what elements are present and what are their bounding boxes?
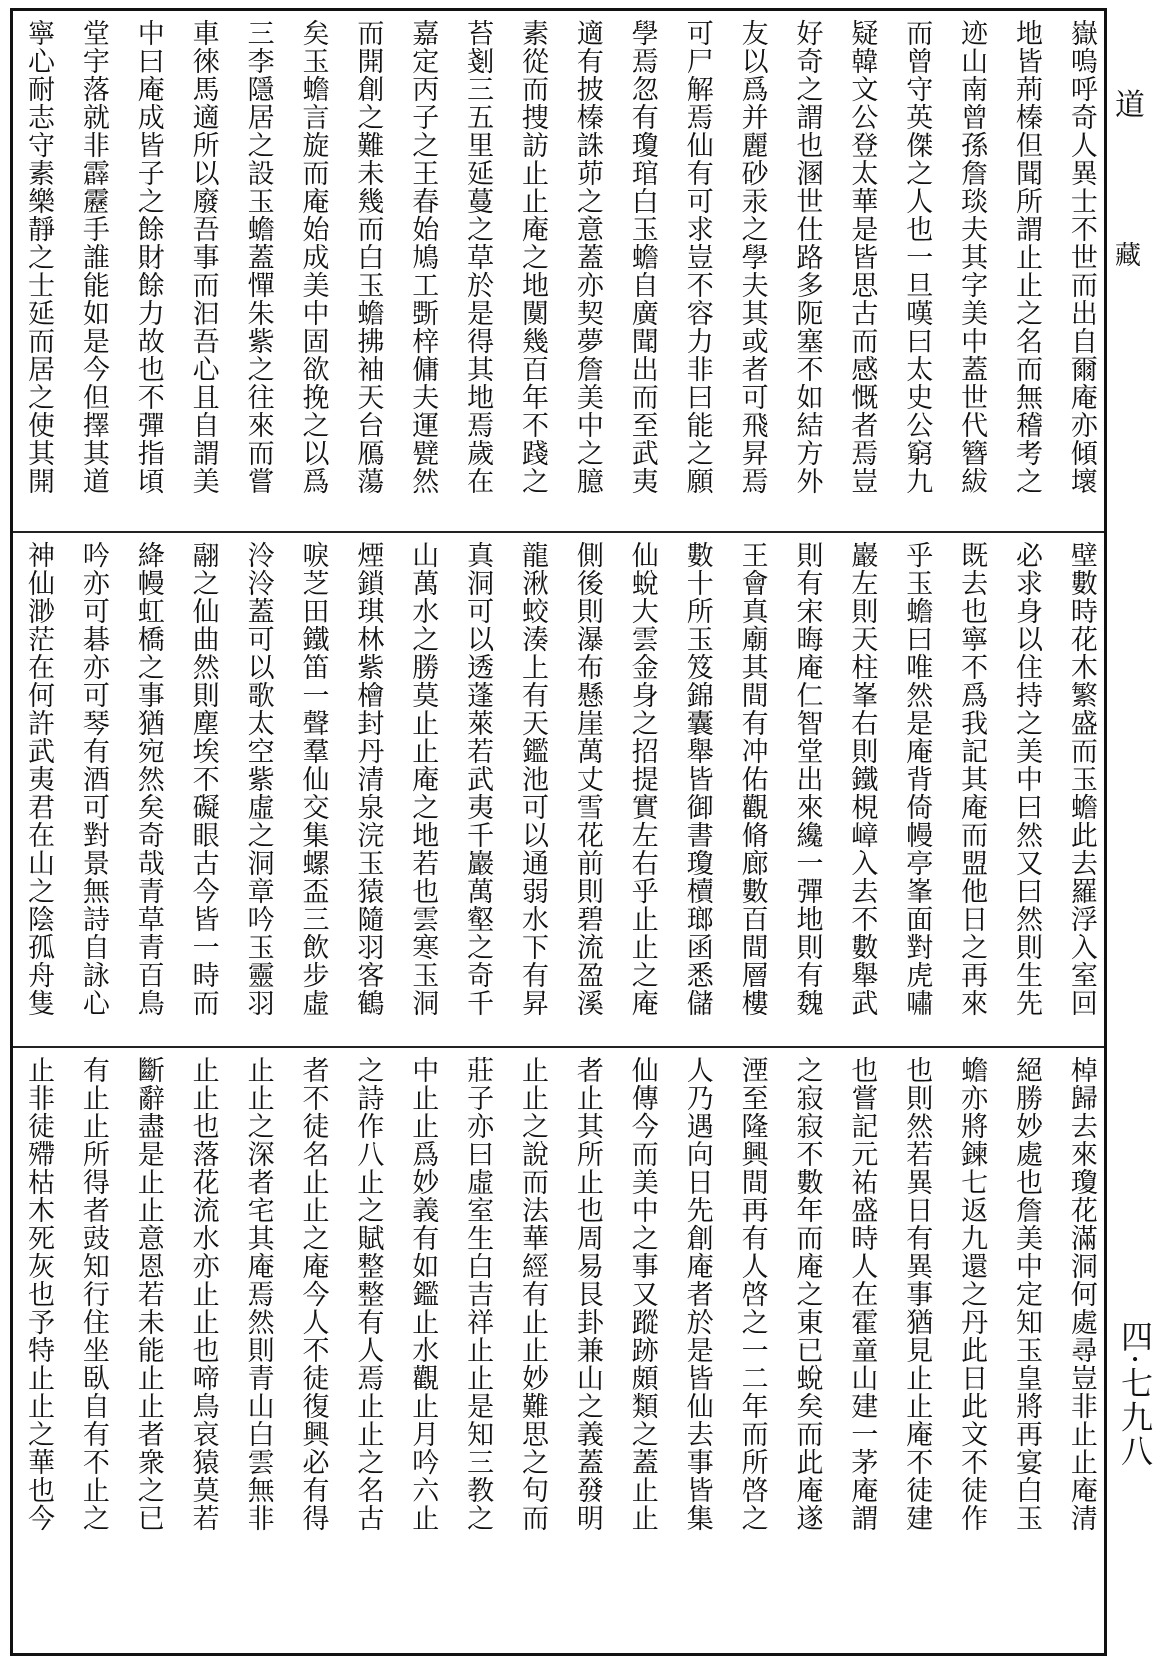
text-panel-2: [13, 531, 1104, 1048]
text-panel-3: [13, 1046, 1104, 1655]
text-column: 數十所玉笈錦囊舉皆御書瓊櫝瑯函悉儲: [681, 541, 713, 1017]
text-column: 有止止所得者豉知行住坐臥自有不止之: [77, 1056, 109, 1532]
text-column: 止止也落花流水亦止止也啼鳥哀猿莫若: [187, 1056, 219, 1532]
text-column: 煙鎖琪林紫檜封丹清泉浣玉猿隨羽客鶴: [352, 541, 384, 1017]
text-column: 矣玉蟾言旋而庵始成美中固欲挽之以爲: [297, 19, 329, 495]
text-column: 寧心耐志守素樂靜之士延而居之使其開: [23, 19, 54, 495]
margin-title-char-1: 道: [1115, 88, 1145, 123]
text-column: 仙蛻大雲金身之招提實左右乎止止之庵: [626, 541, 658, 1017]
text-column: 既去也寧不爲我記其庵而盟他日之再來: [956, 541, 988, 1017]
text-column: 止非徒殢枯木死灰也予特止止之華也今: [23, 1056, 54, 1532]
column-group-1: [17, 19, 1100, 523]
text-column: 絕勝妙處也詹美中定知玉皇將再宴白玉: [1011, 1056, 1043, 1532]
column-group-2: [17, 541, 1100, 1040]
text-column: 唳芝田鐵笛一聲羣仙交集螺盃三飲步虛: [297, 541, 329, 1017]
text-column: 泠泠蓋可以歌太空紫虛之洞章吟玉靈羽: [242, 541, 274, 1017]
text-column: 神仙渺茫在何許武夷君在山之陰孤舟隻: [23, 541, 54, 1017]
text-column: 壁數時花木繁盛而玉蟾此去羅浮入室回: [1065, 541, 1097, 1017]
text-column: 之詩作八止之賦整整有人焉止止之名古: [352, 1056, 384, 1532]
text-column: 堂宇落就非霹靂手誰能如是今但擇其道: [77, 19, 109, 495]
text-column: 棹歸去來瓊花滿洞何處尋豈非止止庵清: [1065, 1056, 1097, 1532]
text-column: 止止之說而法華經有止止妙難思之句而: [517, 1056, 549, 1532]
text-column: 湮至隆興間再有人啓之一二年而所啓之: [736, 1056, 768, 1532]
text-column: 必求身以住持之美中曰然又曰然則生先: [1011, 541, 1043, 1017]
text-column: 也嘗記元祐盛時人在霍童山建一茅庵謂: [846, 1056, 878, 1532]
text-frame: [10, 8, 1107, 1656]
text-column: 友以爲并麗砂汞之學夫其或者可飛昇焉: [736, 19, 768, 495]
text-column: 也則然若異日有異事猶見止止庵不徒建: [901, 1056, 933, 1532]
text-column: 止止之深者宅其庵焉然則青山白雲無非: [242, 1056, 274, 1532]
text-column: 適有披榛誅茆之意蓋亦契夢詹美中之臆: [571, 19, 603, 495]
text-column: 車徠馬適所以廢吾事而汩吾心且自謂美: [187, 19, 219, 495]
text-column: 則有宋晦庵仁智堂出來纔一彈地則有魏: [791, 541, 823, 1017]
text-column: 龍湫蛟湊上有天鑑池可以通弱水下有昇: [517, 541, 549, 1017]
text-column: 疑韓文公登太華是皆思古而感慨者焉豈: [846, 19, 878, 495]
text-column: 地皆荊榛但聞所謂止止之名而無稽考之: [1011, 19, 1043, 495]
text-column: 可尸解焉仙有可求豈不容力非曰能之願: [681, 19, 713, 495]
text-column: 蟾亦將鍊七返九還之丹此日此文不徒作: [956, 1056, 988, 1532]
text-column: 乎玉蟾曰唯然是庵背倚幔亭峯面對虎嘯: [901, 541, 933, 1017]
text-column: 中曰庵成皆子之餘財餘力故也不彈指頃: [132, 19, 164, 495]
text-column: 中止止爲妙義有如鑑止水觀止月吟六止: [407, 1056, 439, 1532]
text-column: 真洞可以透蓬萊若武夷千巖萬壑之奇千: [462, 541, 494, 1017]
text-column: 側後則瀑布懸崖萬丈雪花前則碧流盈溪: [571, 541, 603, 1017]
text-column: 而開創之難未幾而白玉蟾拂袖天台鴈蕩: [352, 19, 384, 495]
text-column: 三李隱居之設玉蟾蓋憚朱紫之往來而嘗: [242, 19, 274, 495]
text-column: 翮之仙曲然則塵埃不礙眼古今皆一時而: [187, 541, 219, 1017]
text-column: 素從而捜訪止止庵之地闃幾百年不踐之: [517, 19, 549, 495]
text-column: 苔剗三五里延蔓之草於是得其地焉歲在: [462, 19, 494, 495]
text-panel-1: [13, 11, 1104, 531]
text-column: 迹山南曾孫詹琰夫其字美中蓋世代簪紱: [956, 19, 988, 495]
text-column: 嘉定丙子之王春始鳩工斲梓傭夫運甓然: [407, 19, 439, 495]
text-column: 莊子亦曰虛室生白吉祥止止是知三教之: [462, 1056, 494, 1532]
text-column: 之寂寂不數年而庵之東已蛻矣而此庵遂: [791, 1056, 823, 1532]
column-group-3: [17, 1056, 1100, 1647]
text-column: 者止其所止也周易艮卦兼山之義蓋發明: [571, 1056, 603, 1532]
text-column: 嶽嗚呼奇人異士不世而出自爾庵亦傾壞: [1065, 19, 1097, 495]
text-column: 斷辭盡是止止意恩若未能止止者衆之已: [132, 1056, 164, 1532]
text-column: 王會真廟其間有冲佑觀脩廊數百間層樓: [736, 541, 768, 1017]
margin-title-char-2: 藏: [1115, 241, 1142, 271]
text-column: 山萬水之勝莫止止庵之地若也雲寒玉洞: [407, 541, 439, 1017]
text-column: 吟亦可碁亦可琴有酒可對景無詩自詠心: [77, 541, 109, 1017]
text-column: 而曾守英傑之人也一旦嘆曰太史公窮九: [901, 19, 933, 495]
text-column: 學焉忽有瓊琯白玉蟾自廣聞出而至武夷: [626, 19, 658, 495]
text-column: 巖左則天柱峯右則鐵梘嶂入去不數舉武: [846, 541, 878, 1017]
text-column: 好奇之謂也溷世仕路多阨塞不如結方外: [791, 19, 823, 495]
page-number: 四·七九八: [1116, 1320, 1154, 1469]
text-column: 人乃遇向日先創庵者於是皆仙去事皆集: [681, 1056, 713, 1532]
text-column: 仙傳今而美中之事又蹤跡頗類之蓋止止: [626, 1056, 658, 1532]
text-column: 者不徒名止止之庵今人不徒復興必有得: [297, 1056, 329, 1532]
text-column: 絳幔虹橋之事猶宛然矣奇哉青草青百鳥: [132, 541, 164, 1017]
